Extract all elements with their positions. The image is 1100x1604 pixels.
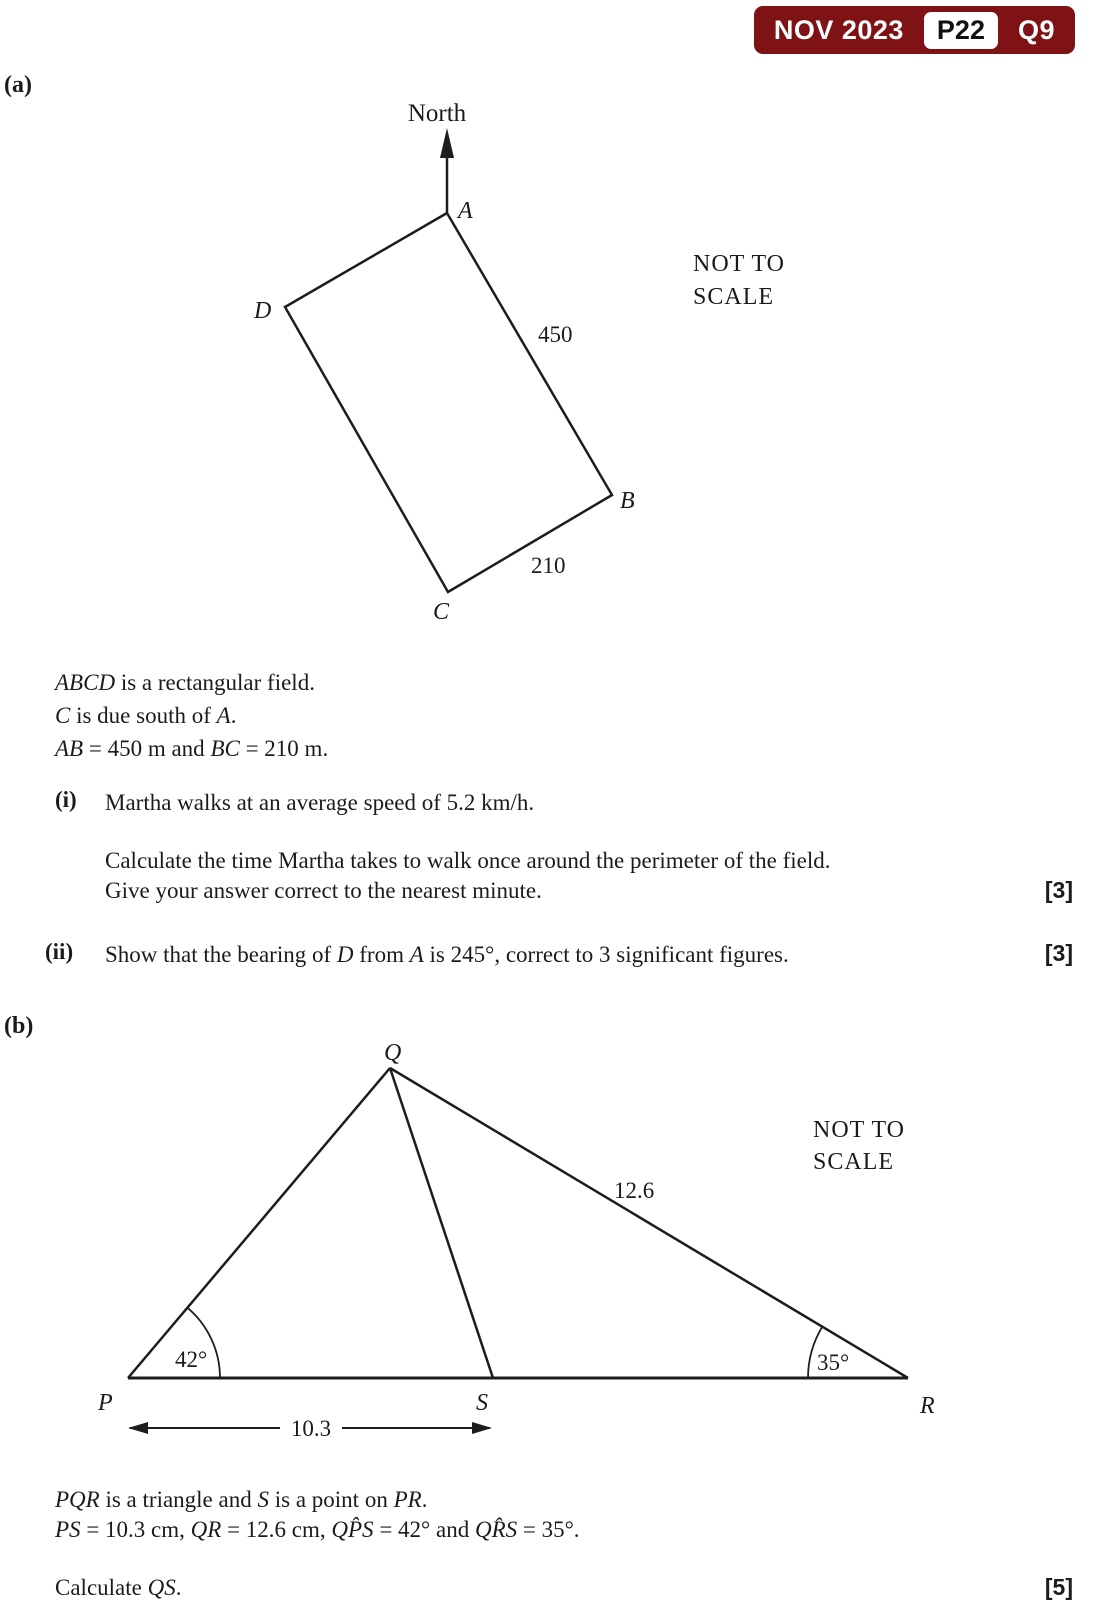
side-bc-measure: 210: [531, 553, 566, 578]
vertex-s-label: S: [476, 1390, 488, 1416]
side-qr-measure: 12.6: [614, 1178, 655, 1203]
vertex-a-label: A: [458, 198, 473, 224]
item-i-body: [105, 846, 831, 906]
not-to-scale-line2: SCALE: [693, 284, 775, 310]
vertex-d-label: D: [254, 298, 272, 324]
vertex-c-label: C: [433, 599, 450, 625]
part-b-label: (b): [4, 1013, 34, 1039]
segment-qs: [390, 1068, 493, 1378]
item-i-body-line: Give your answer correct to the nearest minute.: [105, 878, 542, 903]
item-ii-marks: [3]: [1044, 940, 1073, 966]
item-i-body-line: Calculate the time Martha takes to walk once around the perimeter of the field.: [105, 848, 831, 873]
side-qr: [390, 1068, 908, 1378]
item-ii-label: (ii): [45, 939, 74, 964]
question-ref-badge: [754, 6, 1075, 54]
not-to-scale-line1: NOT TO: [693, 251, 786, 277]
item-ii-body: Show that the bearing of D from A is 245°, correct to 3 significant figures.: [105, 942, 789, 967]
dimension-arrow-right-icon: [472, 1422, 492, 1434]
dim-ps-measure: 10.3: [290, 1416, 332, 1441]
vertex-r-label: R: [920, 1393, 935, 1419]
part-a-diagram: [230, 85, 810, 630]
part-b-description: [55, 1485, 580, 1545]
session-label: NOV 2023: [773, 14, 904, 45]
description-line: AB = 450 m and BC = 210 m.: [55, 736, 329, 761]
angle-r-measure: 35°: [817, 1350, 850, 1375]
paper-code-label: P22: [936, 14, 985, 45]
north-arrow-head-icon: [440, 128, 454, 158]
part-b-calculate: Calculate QS.: [55, 1575, 182, 1600]
vertex-b-label: B: [620, 488, 635, 514]
vertex-p-label: P: [98, 1390, 113, 1416]
side-pq: [128, 1068, 390, 1378]
vertex-q-label: Q: [384, 1040, 402, 1066]
item-i-intro: Martha walks at an average speed of 5.2 km/h.: [105, 790, 535, 815]
north-label: North: [407, 100, 467, 127]
angle-p-measure: 42°: [175, 1347, 208, 1372]
description-line: PQR is a triangle and S is a point on PR.: [55, 1487, 428, 1512]
item-i-label: (i): [55, 787, 77, 812]
part-b-diagram: [80, 1020, 1020, 1470]
side-ab-measure: 450: [538, 322, 573, 347]
description-line: PS = 10.3 cm, QR = 12.6 cm, QP̂S = 42° and QR̂S = 35°.: [55, 1517, 580, 1542]
description-line: ABCD is a rectangular field.: [55, 670, 315, 695]
item-i-marks: [3]: [1044, 877, 1073, 903]
question-number-label: Q9: [1017, 14, 1055, 45]
part-a-label: (a): [4, 72, 32, 98]
paper-code-chip: [924, 12, 998, 49]
not-to-scale-line2: SCALE: [813, 1149, 895, 1175]
part-b-marks: [5]: [1044, 1574, 1073, 1600]
not-to-scale-line1: NOT TO: [813, 1117, 906, 1143]
dimension-arrow-left-icon: [128, 1422, 148, 1434]
field-abcd-outline: [285, 213, 612, 592]
part-a-description: [55, 666, 328, 765]
description-line: C is due south of A.: [55, 703, 237, 728]
